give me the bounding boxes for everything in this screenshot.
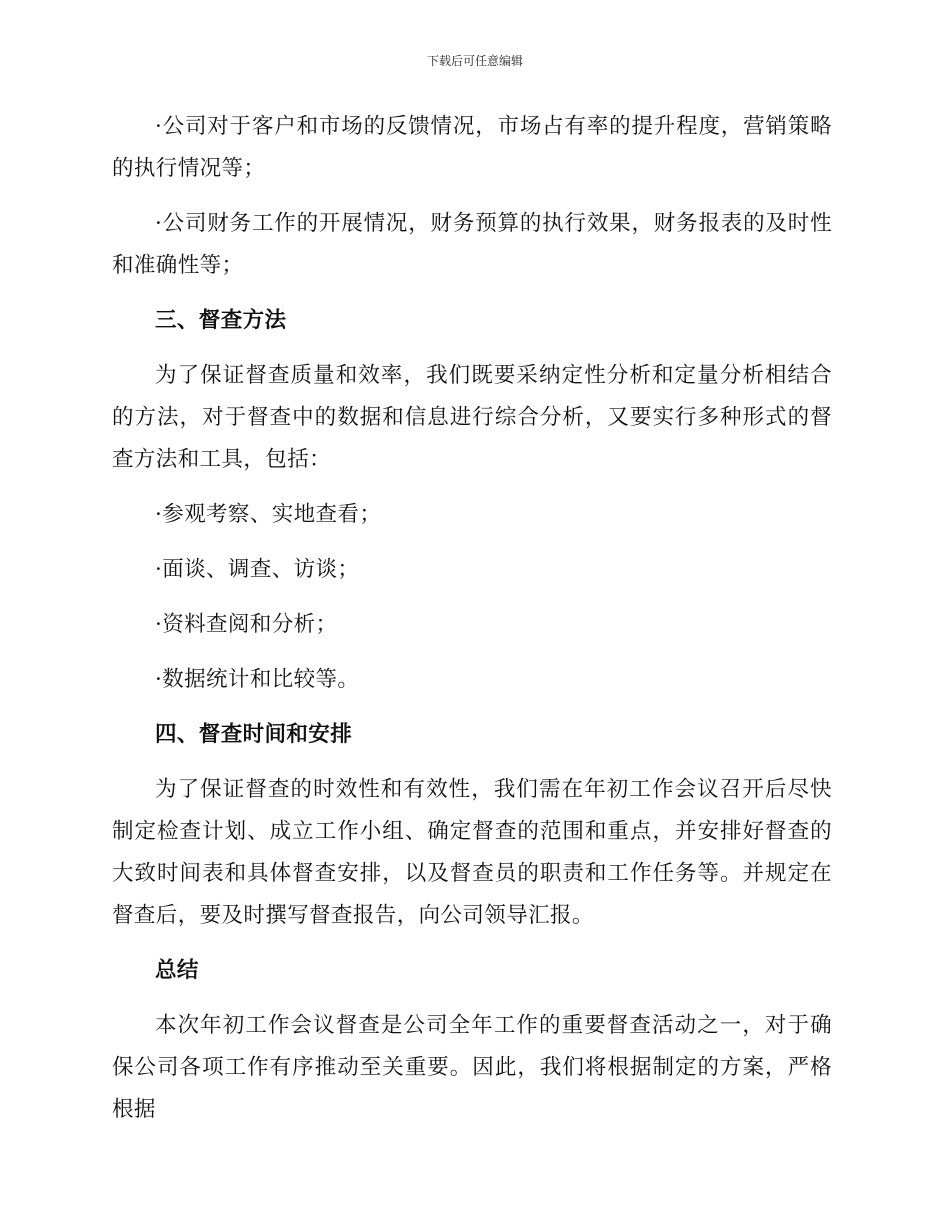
section-heading-schedule: 四、督查时间和安排 [155, 722, 353, 747]
paragraph-customer-feedback: ·公司对于客户和市场的反馈情况，市场占有率的提升程度，营销策略的执行情况等； [112, 114, 832, 181]
paragraph-schedule: 为了保证督查的时效性和有效性，我们需在年初工作会议召开后尽快制定检查计划、成立工作小组、确定督查的范围和重点，并安排好督查的大致时间表和具体督查安排，以及督查员的职责和工作任务等。并规定在督查后，要及时撰写督查报告，向公司领导汇报。 [112, 777, 832, 928]
paragraph-methods-intro: 为了保证督查质量和效率，我们既要采纳定性分析和定量分析相结合的方法，对于督查中的数据和信息进行综合分析，又要实行多种形式的督查方法和工具，包括： [112, 363, 832, 472]
paragraph-summary: 本次年初工作会议督查是公司全年工作的重要督查活动之一，对于确保公司各项工作有序推动至关重要。因此，我们将根据制定的方案，严格根据 [112, 1013, 832, 1122]
section-heading-methods: 三、督查方法 [155, 308, 287, 333]
paragraph-finance-work: ·公司财务工作的开展情况，财务预算的执行效果，财务报表的及时性和准确性等； [112, 211, 832, 278]
list-item-site-visit: ·参观考察、实地查看； [155, 502, 382, 527]
document-body [112, 106, 832, 1144]
list-item-data-statistics: ·数据统计和比较等。 [155, 667, 360, 692]
list-item-document-review: ·资料查阅和分析； [155, 612, 338, 637]
list-item-interviews: ·面谈、调查、访谈； [155, 557, 360, 582]
section-heading-summary: 总结 [155, 958, 199, 983]
header-note: 下载后可任意编辑 [426, 54, 523, 68]
